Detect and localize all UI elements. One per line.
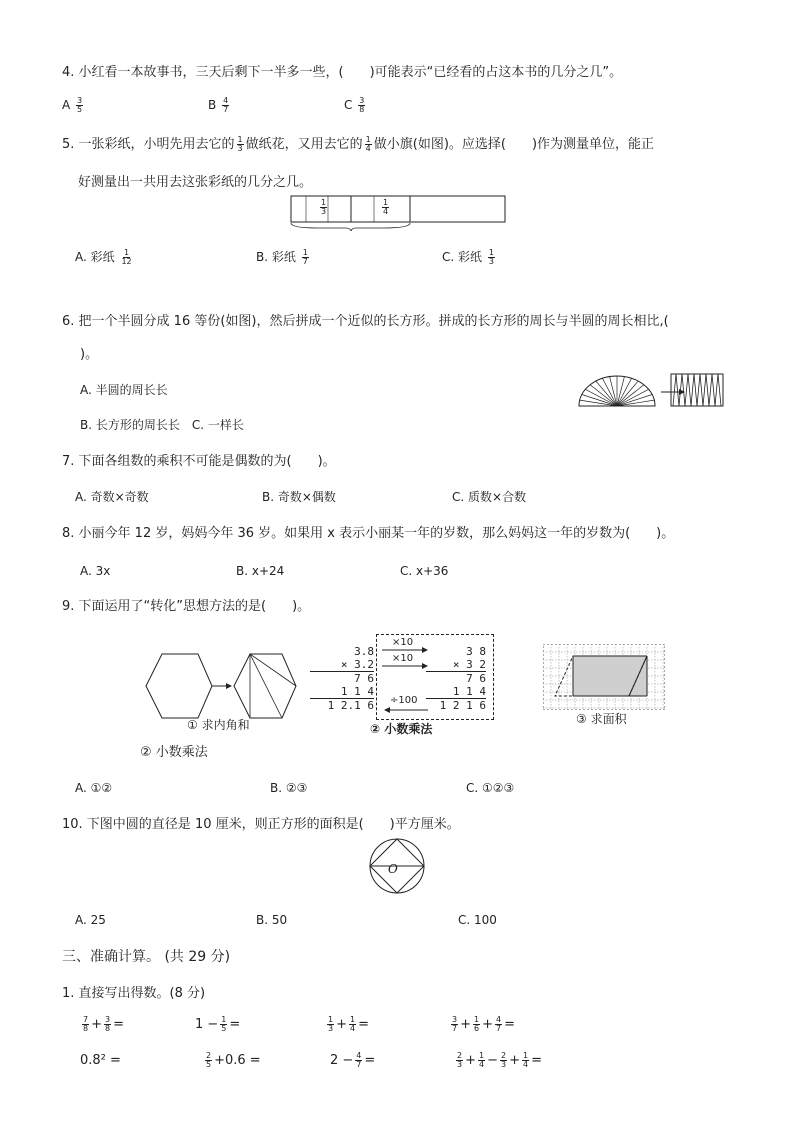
semicircle-ray bbox=[617, 385, 644, 406]
q9-grid-parallelogram-figure bbox=[543, 644, 665, 710]
q6-stem-line2: )。 bbox=[80, 347, 99, 362]
equals: = bbox=[531, 1053, 542, 1068]
equals: = bbox=[113, 1017, 124, 1032]
q6-option-a[interactable]: A. 半圆的周长长 bbox=[80, 383, 168, 397]
q5-fig-label-1 bbox=[318, 199, 329, 217]
calc-expr-r2-4 bbox=[454, 1052, 542, 1070]
q5-stem-a: 5. 一张彩纸，小明先用去它的 bbox=[62, 137, 235, 152]
q8-option-c[interactable]: C. x+36 bbox=[400, 564, 449, 578]
fraction: $\frac{1}{3}$ bbox=[488, 248, 494, 266]
fraction: $\frac{1}{4}$ bbox=[479, 1051, 485, 1069]
q5-stem-c: 做小旗(如图)。应选择( )作为测量单位，能正 bbox=[373, 137, 655, 152]
option-text: B. 彩纸 bbox=[256, 250, 296, 264]
calc-expr-r1-4 bbox=[449, 1016, 515, 1034]
q7-option-b[interactable]: B. 奇数×偶数 bbox=[262, 490, 336, 504]
calc-row: 3.8 bbox=[354, 645, 374, 658]
calc-expr-r2-1: 0.8² = bbox=[80, 1053, 121, 1068]
q10-option-a[interactable]: A. 25 bbox=[75, 913, 106, 927]
calc-expr-r1-2 bbox=[195, 1016, 240, 1034]
q4-option-b[interactable] bbox=[208, 96, 231, 114]
q7-option-a[interactable]: A. 奇数×奇数 bbox=[75, 490, 149, 504]
semicircle-ray bbox=[590, 385, 617, 406]
q9-calc-right bbox=[426, 645, 486, 712]
q7-option-c[interactable]: C. 质数×合数 bbox=[452, 490, 527, 504]
q4-option-a[interactable] bbox=[62, 96, 85, 114]
fraction: $\frac{3}{8}$ bbox=[359, 96, 365, 114]
q9-arrow-label-3: ÷100 bbox=[390, 695, 418, 706]
fraction: $\frac{2}{5}$ bbox=[206, 1051, 212, 1069]
calc-row: 3 8 bbox=[466, 645, 486, 658]
fraction: $\frac{3}{7}$ bbox=[452, 1015, 458, 1033]
q5-stem-b: 做纸花，又用去它的 bbox=[245, 137, 363, 152]
fraction: $\frac{3}{8}$ bbox=[105, 1015, 111, 1033]
fraction: $\frac{1}{4}$ bbox=[365, 135, 371, 153]
expr-prefix: 1 − bbox=[195, 1017, 219, 1032]
q9-arrow-label-1: ×10 bbox=[392, 637, 414, 648]
calc-expr-r1-3 bbox=[325, 1016, 369, 1034]
fraction: $\frac{1}{3}$ bbox=[321, 198, 327, 216]
calc-row: 7 6 bbox=[354, 672, 374, 685]
q8-stem: 8. 小丽今年 12 岁，妈妈今年 36 岁。如果用 x 表示小丽某一年的岁数，那么妈妈这一年的岁数为( )。 bbox=[62, 526, 675, 541]
fraction: $\frac{1}{5}$ bbox=[221, 1015, 227, 1033]
equals: = bbox=[358, 1017, 369, 1032]
q8-option-b[interactable]: B. x+24 bbox=[236, 564, 285, 578]
fraction: $\frac{4}{7}$ bbox=[223, 96, 229, 114]
fraction: $\frac{1}{3}$ bbox=[237, 135, 243, 153]
operator: + bbox=[465, 1053, 476, 1068]
fraction: $\frac{1}{12}$ bbox=[121, 248, 132, 266]
section3-title: 三、准确计算。 (共 29 分) bbox=[62, 949, 231, 965]
q8-option-a[interactable]: A. 3x bbox=[80, 564, 111, 578]
q9-fig1-caption: ① 求内角和 bbox=[187, 718, 250, 732]
fraction: $\frac{1}{4}$ bbox=[383, 198, 389, 216]
q5-option-b[interactable] bbox=[256, 248, 311, 266]
section3-q1-title: 1. 直接写出得数。(8 分) bbox=[62, 986, 206, 1001]
fraction: $\frac{4}{7}$ bbox=[356, 1051, 362, 1069]
q4-option-c[interactable] bbox=[344, 96, 367, 114]
fraction: $\frac{3}{5}$ bbox=[77, 96, 83, 114]
q5-fig-label-2 bbox=[380, 199, 391, 217]
fraction: $\frac{1}{6}$ bbox=[474, 1015, 480, 1033]
calc-row: 1 1 4 bbox=[426, 685, 486, 699]
fraction: $\frac{2}{3}$ bbox=[501, 1051, 507, 1069]
option-letter: A bbox=[62, 98, 71, 112]
q10-option-b[interactable]: B. 50 bbox=[256, 913, 288, 927]
equals: = bbox=[364, 1053, 376, 1068]
calc-row: 1 2.1 6 bbox=[327, 699, 374, 712]
q6-option-bc[interactable]: B. 长方形的周长长 C. 一样长 bbox=[80, 418, 244, 432]
q5-option-a[interactable] bbox=[75, 248, 135, 266]
equals: = bbox=[504, 1017, 515, 1032]
fraction: $\frac{2}{3}$ bbox=[457, 1051, 463, 1069]
expr-prefix: 2 − bbox=[330, 1053, 354, 1068]
operator: + bbox=[460, 1017, 471, 1032]
q6-semicircle-figure bbox=[575, 372, 725, 410]
q5-stem-line2: 好测量出一共用去这张彩纸的几分之几。 bbox=[78, 175, 313, 190]
q9-stem: 9. 下面运用了“转化”思想方法的是( )。 bbox=[62, 599, 311, 614]
q4-stem: 4. 小红看一本故事书，三天后剩下一半多一些，( )可能表示“已经看的占这本书的几分之几”。 bbox=[62, 65, 623, 80]
expr-rest: +0.6 = bbox=[214, 1053, 261, 1068]
fraction: $\frac{7}{8}$ bbox=[83, 1015, 89, 1033]
operator: + bbox=[482, 1017, 493, 1032]
operator: + bbox=[509, 1053, 520, 1068]
calc-expr-r1-1 bbox=[80, 1016, 124, 1034]
q10-center-label: O bbox=[388, 862, 398, 876]
q10-stem: 10. 下图中圆的直径是 10 厘米，则正方形的面积是( )平方厘米。 bbox=[62, 817, 460, 832]
q6-stem-line1: 6. 把一个半圆分成 16 等份(如图)，然后拼成一个近似的长方形。拼成的长方形的周长与半圆的周长相比,( bbox=[62, 314, 669, 329]
calc-expr-r2-2 bbox=[203, 1052, 261, 1070]
option-text: A. 彩纸 bbox=[75, 250, 115, 264]
q9-option-b[interactable]: B. ②③ bbox=[270, 781, 308, 795]
fraction: $\frac{4}{7}$ bbox=[496, 1015, 502, 1033]
operator: + bbox=[91, 1017, 102, 1032]
fraction: $\frac{1}{4}$ bbox=[350, 1015, 356, 1033]
operator: − bbox=[487, 1053, 498, 1068]
calc-row: 1 2 1 6 bbox=[439, 699, 486, 712]
option-letter: C bbox=[344, 98, 353, 112]
q7-stem: 7. 下面各组数的乘积不可能是偶数的为( )。 bbox=[62, 454, 336, 469]
equals: = bbox=[229, 1017, 241, 1032]
calc-row: 7 6 bbox=[466, 672, 486, 685]
operator: + bbox=[336, 1017, 347, 1032]
q9-fig3-caption: ③ 求面积 bbox=[576, 712, 627, 726]
q9-option-a[interactable]: A. ①② bbox=[75, 781, 113, 795]
calc-row: 1 1 4 bbox=[310, 685, 374, 699]
q10-option-c[interactable]: C. 100 bbox=[458, 913, 497, 927]
option-text: C. 彩纸 bbox=[442, 250, 483, 264]
fraction: $\frac{1}{7}$ bbox=[302, 248, 308, 266]
q5-option-c[interactable] bbox=[442, 248, 497, 266]
fraction: $\frac{1}{3}$ bbox=[328, 1015, 334, 1033]
q9-arrow-label-2: ×10 bbox=[392, 653, 414, 664]
calc-row: × 3.2 bbox=[310, 658, 374, 672]
q9-fig2-caption: ② 小数乘法 bbox=[370, 722, 433, 736]
q9-option-c[interactable]: C. ①②③ bbox=[466, 781, 515, 795]
q9-calc-left bbox=[310, 645, 374, 712]
fraction: $\frac{1}{4}$ bbox=[523, 1051, 529, 1069]
q9-fig2-caption-left: ② 小数乘法 bbox=[140, 745, 208, 760]
q9-hexagon-figure bbox=[140, 650, 300, 722]
q5-stem bbox=[62, 136, 654, 154]
option-letter: B bbox=[208, 98, 217, 112]
calc-expr-r2-3 bbox=[330, 1052, 375, 1070]
calc-row: × 3 2 bbox=[426, 658, 486, 672]
